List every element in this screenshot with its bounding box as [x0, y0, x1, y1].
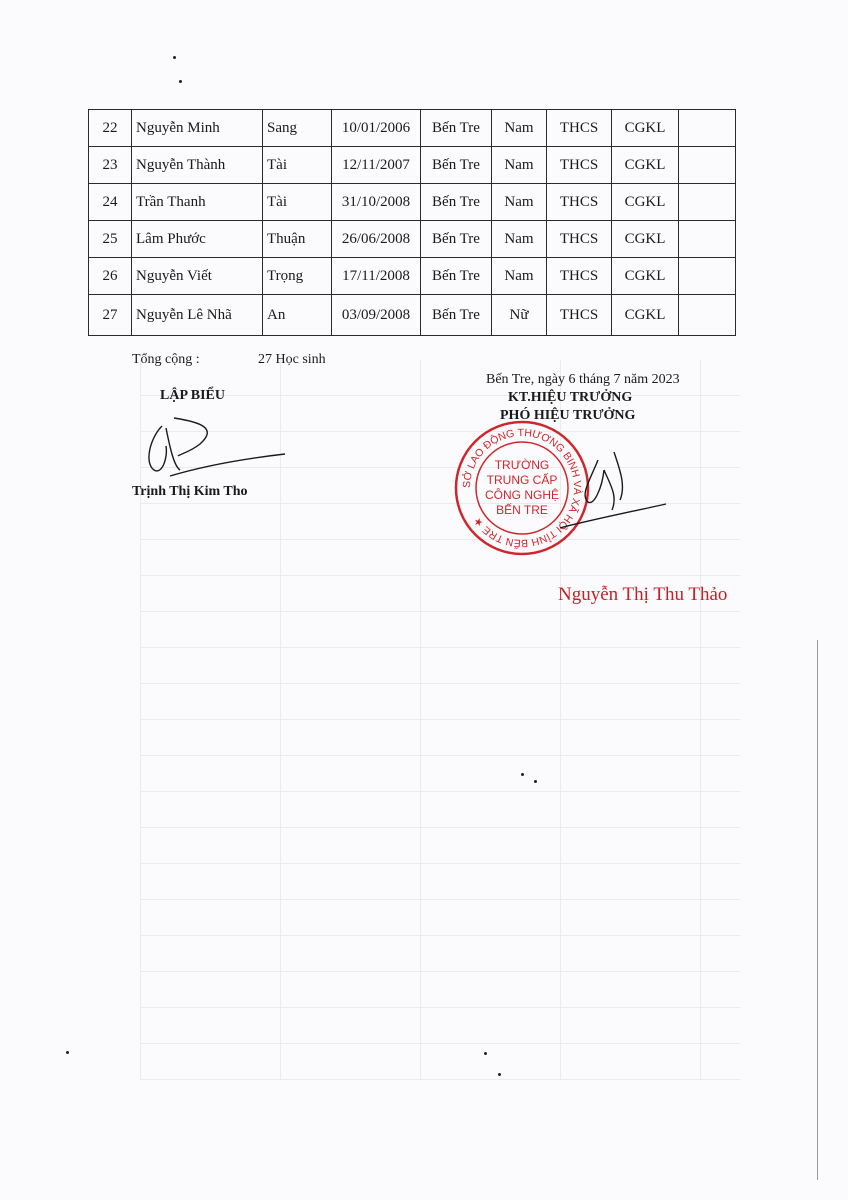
student-education-level: THCS: [547, 295, 612, 336]
empty-cell: [679, 184, 736, 221]
empty-cell: [679, 258, 736, 295]
student-birthdate: 17/11/2008: [332, 258, 421, 295]
page-edge-line: [817, 640, 818, 1180]
student-hometown: Bến Tre: [421, 184, 492, 221]
table-row: [89, 258, 736, 295]
right-signer-name: Nguyễn Thị Thu Thảo: [558, 584, 728, 605]
student-surname: Nguyễn Viết: [132, 258, 263, 295]
student-surname: Nguyễn Lê Nhã: [132, 295, 263, 336]
speck: [484, 1052, 487, 1055]
total-label: Tổng cộng :: [132, 352, 200, 367]
left-signature: [140, 408, 290, 488]
student-birthdate: 31/10/2008: [332, 184, 421, 221]
row-number: 23: [89, 147, 132, 184]
student-given-name: An: [263, 295, 332, 336]
student-gender: Nam: [492, 147, 547, 184]
table-row: [89, 110, 736, 147]
table-row: [89, 184, 736, 221]
seal-line-2: TRUNG CẤP: [486, 473, 558, 487]
row-number: 26: [89, 258, 132, 295]
student-birthdate: 12/11/2007: [332, 147, 421, 184]
student-major: CGKL: [612, 295, 679, 336]
speck: [521, 773, 524, 776]
table-row: [89, 221, 736, 258]
student-birthdate: 26/06/2008: [332, 221, 421, 258]
empty-cell: [679, 147, 736, 184]
student-birthdate: 10/01/2006: [332, 110, 421, 147]
speck: [173, 56, 176, 59]
row-number: 22: [89, 110, 132, 147]
row-number: 27: [89, 295, 132, 336]
speck: [179, 80, 182, 83]
title-pho-hieu-truong: PHÓ HIỆU TRƯỞNG: [500, 408, 636, 423]
seal-line-3: CÔNG NGHỆ: [484, 488, 559, 502]
student-hometown: Bến Tre: [421, 295, 492, 336]
student-hometown: Bến Tre: [421, 221, 492, 258]
left-signer-name: Trịnh Thị Kim Tho: [132, 484, 248, 499]
student-hometown: Bến Tre: [421, 110, 492, 147]
student-gender: Nam: [492, 221, 547, 258]
student-education-level: THCS: [547, 147, 612, 184]
student-education-level: THCS: [547, 184, 612, 221]
speck: [498, 1073, 501, 1076]
seal-line-1: TRƯỜNG: [494, 458, 550, 472]
student-surname: Trần Thanh: [132, 184, 263, 221]
student-surname: Lâm Phước: [132, 221, 263, 258]
speck: [534, 780, 537, 783]
table-row: [89, 147, 736, 184]
row-number: 25: [89, 221, 132, 258]
student-given-name: Tài: [263, 147, 332, 184]
student-major: CGKL: [612, 184, 679, 221]
student-hometown: Bến Tre: [421, 147, 492, 184]
empty-cell: [679, 221, 736, 258]
student-major: CGKL: [612, 147, 679, 184]
student-given-name: Tài: [263, 184, 332, 221]
empty-cell: [679, 110, 736, 147]
title-kt-hieu-truong: KT.HIỆU TRƯỞNG: [508, 390, 633, 405]
empty-cell: [679, 295, 736, 336]
student-gender: Nam: [492, 110, 547, 147]
student-gender: Nam: [492, 184, 547, 221]
seal-line-4: BẾN TRE: [496, 503, 548, 517]
student-hometown: Bến Tre: [421, 258, 492, 295]
student-surname: Nguyễn Minh: [132, 110, 263, 147]
date-line: Bến Tre, ngày 6 tháng 7 năm 2023: [486, 372, 680, 387]
speck: [66, 1051, 69, 1054]
student-birthdate: 03/09/2008: [332, 295, 421, 336]
left-block-title: LẬP BIỂU: [160, 388, 225, 403]
student-table: [88, 109, 736, 336]
student-major: CGKL: [612, 221, 679, 258]
student-gender: Nam: [492, 258, 547, 295]
student-surname: Nguyễn Thành: [132, 147, 263, 184]
student-major: CGKL: [612, 258, 679, 295]
seal-ring-text: SỞ LAO ĐỘNG THƯƠNG BINH VÀ XÃ HỘI TỈNH BẾN TRE ★: [460, 426, 584, 550]
student-major: CGKL: [612, 110, 679, 147]
student-gender: Nữ: [492, 295, 547, 336]
student-education-level: THCS: [547, 110, 612, 147]
right-signature: [540, 440, 670, 530]
student-given-name: Trọng: [263, 258, 332, 295]
student-given-name: Thuận: [263, 221, 332, 258]
student-education-level: THCS: [547, 221, 612, 258]
row-number: 24: [89, 184, 132, 221]
total-value: 27 Học sinh: [258, 352, 326, 367]
student-education-level: THCS: [547, 258, 612, 295]
table-row: [89, 295, 736, 336]
student-given-name: Sang: [263, 110, 332, 147]
